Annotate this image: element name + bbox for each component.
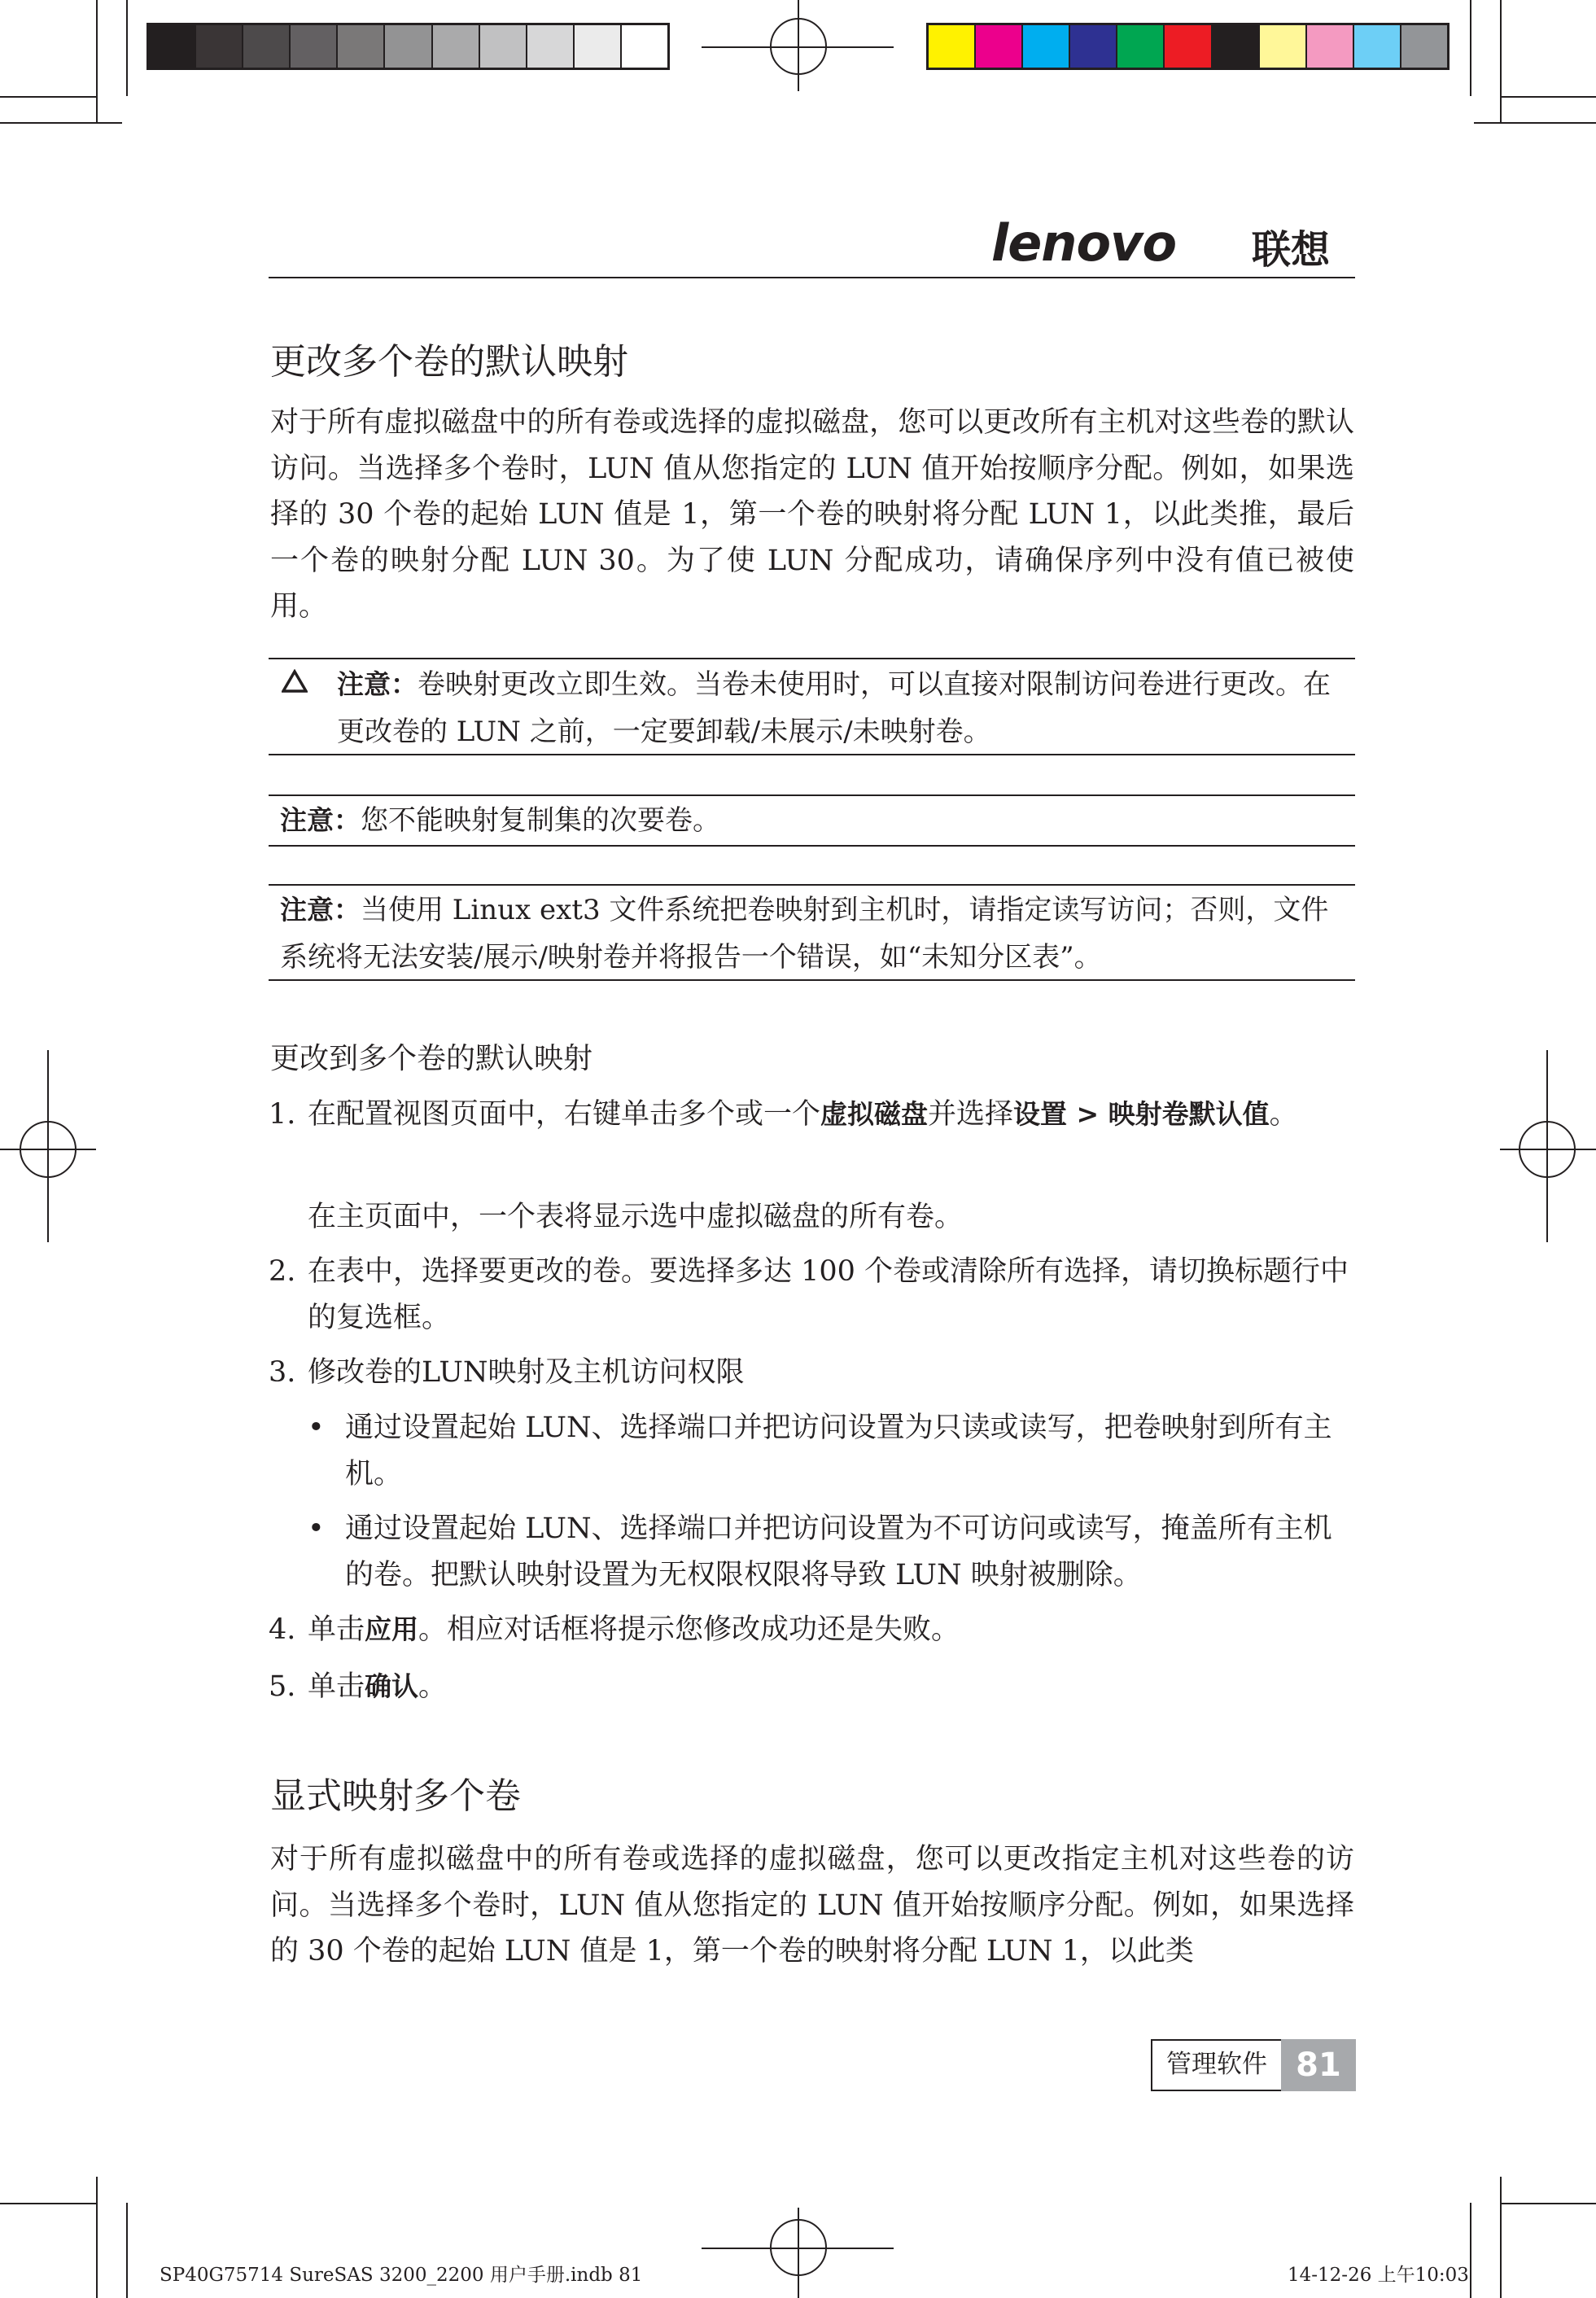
note-linux-ext3 [280, 886, 1346, 981]
step-3-bullet-1 [308, 1405, 1354, 1497]
step-2-text: 在表中，选择要更改的卷。要选择多达 100 个卷或清除所有选择，请切换标题行中的复选框。 [308, 1255, 1349, 1334]
color-swatch-1 [929, 25, 976, 68]
footer-section-label: 管理软件 [1151, 2039, 1281, 2091]
color-swatch-10 [1354, 25, 1401, 68]
color-swatch-8 [1260, 25, 1307, 68]
lenovo-logo-chinese: 联想 [1252, 227, 1331, 273]
section-title-explicit-mapping: 显式映射多个卷 [270, 1775, 521, 1817]
caution-note [337, 661, 1353, 755]
print-slug-timestamp: 14-12-26 上午10:03 [1288, 2265, 1469, 2286]
step-1-text-post: 。 [1269, 1098, 1298, 1131]
note1-text: 您不能映射复制集的次要卷。 [361, 804, 720, 837]
section2-paragraph: 对于所有虚拟磁盘中的所有卷或选择的虚拟磁盘，您可以更改指定主机对这些卷的访问。当选择多个卷时，LUN 值从您指定的 LUN 值开始按顺序分配。例如，如果选择的 30 个卷的起始 LUN 值是 1，第一个卷的映射将分配 LUN 1，以此类 [270, 1843, 1354, 1968]
note2-top-rule [269, 884, 1355, 886]
step-5-number: 5. [269, 1670, 296, 1703]
step-1-bold-virtual-disk: 虚拟磁盘 [820, 1098, 929, 1130]
color-swatch-11 [1401, 25, 1447, 68]
color-swatch-6 [1165, 25, 1212, 68]
warning-triangle-icon [282, 669, 308, 697]
section-title-default-mapping: 更改多个卷的默认映射 [270, 341, 628, 383]
step-4-text-post: 。相应对话框将提示您修改成功还是失败。 [418, 1613, 960, 1646]
step-4-text-pre: 单击 [308, 1613, 365, 1646]
gray-swatch-9 [527, 25, 575, 68]
gray-swatch-7 [433, 25, 480, 68]
caution-text: 卷映射更改立即生效。当卷未使用时，可以直接对限制访问卷进行更改。在更改卷的 LUN 之前，一定要卸载/未展示/未映射卷。 [337, 668, 1331, 748]
step-1-subtext: 在主页面中，一个表将显示选中虚拟磁盘的所有卷。 [308, 1201, 964, 1233]
bullet-dot: • [308, 1412, 325, 1444]
gray-swatch-11 [622, 25, 667, 68]
step-3-text: 修改卷的LUN映射及主机访问权限 [308, 1356, 745, 1389]
gray-swatch-10 [575, 25, 622, 68]
note2-text: 当使用 Linux ext3 文件系统把卷映射到主机时，请指定读写访问；否则，文件系统将无法安装/展示/映射卷并将报告一个错误，如“未知分区表”。 [280, 894, 1329, 974]
gray-swatch-2 [196, 25, 243, 68]
gray-swatch-6 [385, 25, 432, 68]
caution-bottom-rule [269, 754, 1355, 755]
step-5-text-pre: 单击 [308, 1670, 365, 1703]
step-1-bold-menu-path: 设置 > 映射卷默认值 [1013, 1098, 1270, 1130]
bullet-2-text: 通过设置起始 LUN、选择端口并把访问设置为不可访问或读写，掩盖所有主机的卷。把默认映射设置为无权限权限将导致 LUN 映射被删除。 [345, 1512, 1332, 1591]
caution-label: 注意： [337, 668, 418, 700]
header-rule [269, 277, 1355, 278]
section-intro-paragraph: 对于所有虚拟磁盘中的所有卷或选择的虚拟磁盘，您可以更改所有主机对这些卷的默认访问。当选择多个卷时，LUN 值从您指定的 LUN 值开始按顺序分配。例如，如果选择的 30 个卷的起始 LUN 值是 1，第一个卷的映射将分配 LUN 1，以此类推，最后一个卷的映射分配 LUN 30。为了使 LUN 分配成功，请确保序列中没有值已被使用。 [270, 406, 1354, 623]
lenovo-logo: lenovo [991, 213, 1177, 273]
color-swatch-4 [1070, 25, 1117, 68]
step-1-text-mid: 并选择 [928, 1098, 1014, 1131]
color-swatch-9 [1307, 25, 1354, 68]
gray-swatch-1 [149, 25, 196, 68]
step-3-bullet-2 [308, 1506, 1354, 1598]
step-3-number: 3. [269, 1356, 296, 1389]
step-1-number: 1. [269, 1098, 296, 1131]
color-swatch-5 [1117, 25, 1165, 68]
step-2 [269, 1249, 1354, 1341]
note1-label: 注意： [280, 804, 361, 836]
note1-top-rule [269, 794, 1355, 796]
bullet-dot: • [308, 1512, 325, 1545]
color-swatch-7 [1213, 25, 1260, 68]
step-1 [269, 1092, 1354, 1138]
note-secondary-volume [280, 797, 1346, 844]
gray-swatch-5 [338, 25, 385, 68]
color-swatch-3 [1023, 25, 1070, 68]
step-2-number: 2. [269, 1255, 296, 1288]
caution-top-rule [269, 658, 1355, 659]
note1-bottom-rule [269, 845, 1355, 847]
note2-label: 注意： [280, 894, 361, 926]
page-number: 81 [1281, 2039, 1356, 2091]
color-calibration-bar [926, 23, 1450, 70]
bullet-1-text: 通过设置起始 LUN、选择端口并把访问设置为只读或读写，把卷映射到所有主机。 [345, 1412, 1332, 1490]
gray-swatch-3 [243, 25, 291, 68]
step-4-number: 4. [269, 1613, 296, 1646]
procedure-title: 更改到多个卷的默认映射 [270, 1042, 593, 1075]
gray-swatch-8 [480, 25, 527, 68]
step-4 [269, 1607, 1354, 1653]
print-slug-filename: SP40G75714 SureSAS 3200_2200 用户手册.indb 81 [160, 2265, 643, 2286]
gray-swatch-4 [291, 25, 338, 68]
step-4-bold-apply: 应用 [365, 1613, 419, 1645]
note2-bottom-rule [269, 979, 1355, 981]
step-3 [269, 1350, 1354, 1396]
step-5 [269, 1664, 1354, 1710]
color-swatch-2 [976, 25, 1023, 68]
step-1-text-pre: 在配置视图页面中，右键单击多个或一个 [308, 1098, 821, 1131]
step-5-bold-confirm: 确认 [365, 1670, 419, 1702]
step-5-text-post: 。 [418, 1670, 448, 1703]
grayscale-calibration-bar [146, 23, 670, 70]
